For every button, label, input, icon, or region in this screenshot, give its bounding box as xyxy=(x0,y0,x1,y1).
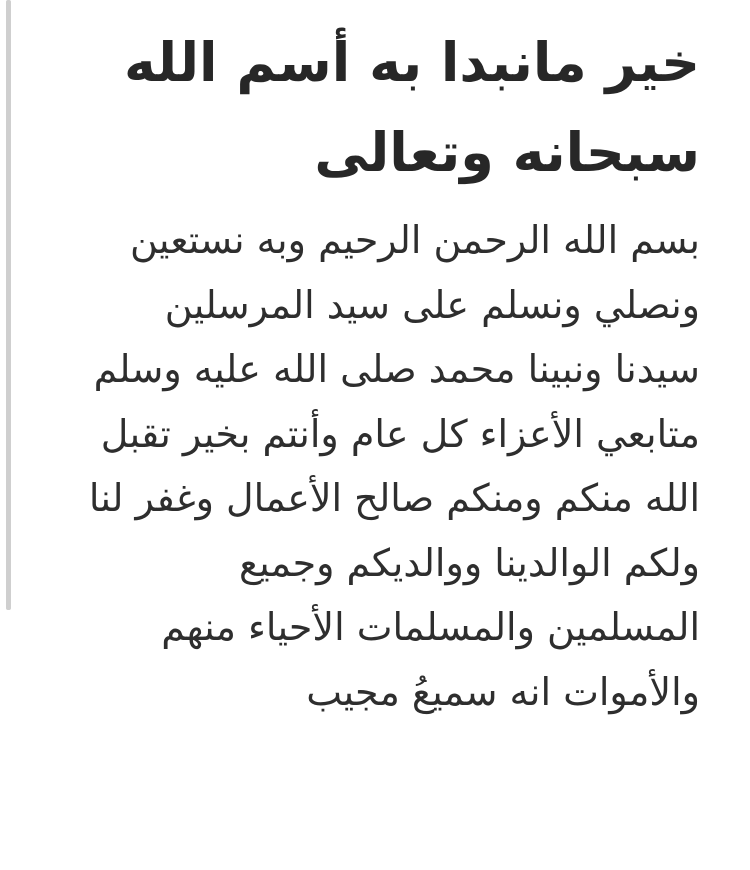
body-line: متابعي الأعزاء كل عام وأنتم بخير تقبل xyxy=(100,411,700,456)
body-line: والأموات انه سميعُ مجيب xyxy=(306,669,700,714)
body-line: بسم الله الرحمن الرحيم وبه نستعين xyxy=(129,218,700,262)
title-line: سبحانه وتعالى xyxy=(314,121,700,184)
article-body xyxy=(40,208,700,724)
title-line: خير مانبدا به أسم الله xyxy=(123,31,700,94)
article xyxy=(40,18,700,724)
body-line: سيدنا ونبينا محمد صلى الله عليه وسلم xyxy=(93,347,700,391)
article-title xyxy=(40,18,700,198)
body-line: الله منكم ومنكم صالح الأعمال وغفر لنا xyxy=(88,476,700,520)
body-line: ولكم الوالدينا ووالديكم وجميع xyxy=(238,540,700,585)
scroll-indicator[interactable] xyxy=(6,0,11,610)
body-line: المسلمين والمسلمات الأحياء منهم xyxy=(161,605,700,649)
body-line: ونصلي ونسلم على سيد المرسلين xyxy=(164,282,700,327)
